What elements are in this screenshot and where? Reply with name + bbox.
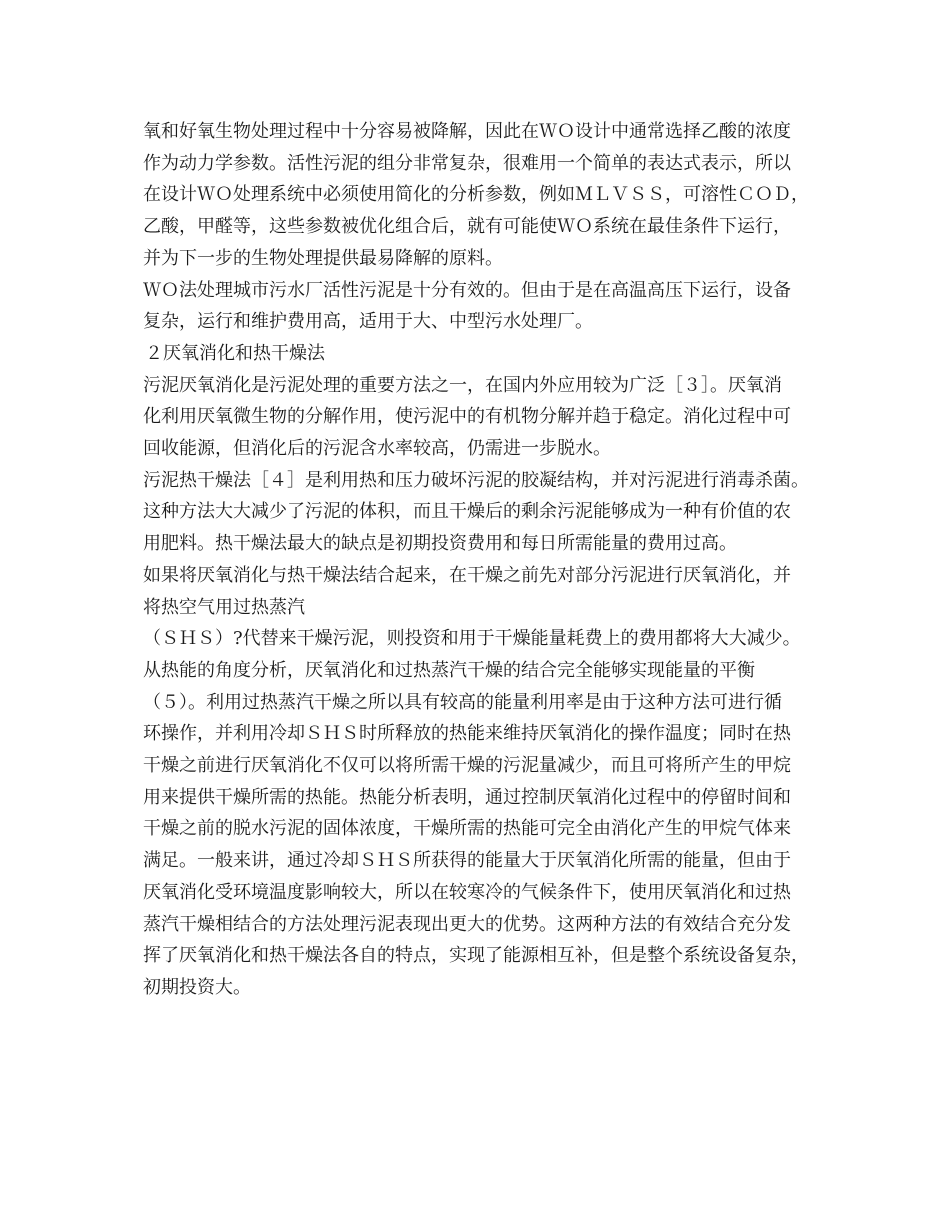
paragraph-line: 初期投资大。 bbox=[143, 976, 251, 998]
paragraph-line: 干燥之前进行厌氧消化不仅可以将所需干燥的污泥量减少，而且可将所产生的甲烷 bbox=[143, 755, 791, 777]
paragraph-line: 并为下一步的生物处理提供最易降解的原料。 bbox=[143, 247, 503, 269]
paragraph-line: 污泥热干燥法［４］是利用热和压力破坏污泥的胶凝结构，并对污泥进行消毒杀菌。 bbox=[143, 469, 809, 491]
paragraph-line: 环操作，并利用冷却ＳＨＳ时所释放的热能来维持厌氧消化的操作温度；同时在热 bbox=[143, 723, 791, 745]
paragraph-line: 氧和好氧生物处理过程中十分容易被降解，因此在ＷＯ设计中通常选择乙酸的浓度 bbox=[143, 121, 791, 142]
paragraph-line: 这种方法大大减少了污泥的体积，而且干燥后的剩余污泥能够成为一种有价值的农 bbox=[143, 501, 791, 523]
paragraph-line: （ＳＨＳ）?代替来干燥污泥，则投资和用于干燥能量耗费上的费用都将大大减少。 bbox=[143, 628, 801, 650]
paragraph-line: 从热能的角度分析，厌氧消化和过热蒸汽干燥的结合完全能够实现能量的平衡 bbox=[143, 659, 755, 681]
paragraph-line: 乙酸，甲醛等，这些参数被优化组合后，就有可能使ＷＯ系统在最佳条件下运行， bbox=[143, 216, 791, 238]
paragraph-line: 干燥之前的脱水污泥的固体浓度，干燥所需的热能可完全由消化产生的甲烷气体来 bbox=[143, 818, 791, 840]
paragraph-line: 蒸汽干燥相结合的方法处理污泥表现出更大的优势。这两种方法的有效结合充分发 bbox=[143, 913, 791, 935]
paragraph-line: 回收能源，但消化后的污泥含水率较高，仍需进一步脱水。 bbox=[143, 438, 611, 460]
paragraph-line: 用来提供干燥所需的热能。热能分析表明，通过控制厌氧消化过程中的停留时间和 bbox=[143, 786, 791, 808]
heading-text: ２厌氧消化和热干燥法 bbox=[145, 342, 325, 364]
paragraph bbox=[143, 465, 833, 560]
paragraph-line: 满足。一般来讲，通过冷却ＳＨＳ所获得的能量大于厌氧消化所需的能量，但由于 bbox=[143, 850, 791, 872]
paragraph-line: 污泥厌氧消化是污泥处理的重要方法之一，在国内外应用较为广泛［３］。厌氧消 bbox=[143, 374, 782, 396]
paragraph-line: 将热空气用过热蒸汽 bbox=[143, 596, 305, 618]
paragraph bbox=[143, 560, 833, 1004]
paragraph-line: 在设计ＷＯ处理系统中必须使用简化的分析参数，例如ＭＬＶＳＳ，可溶性ＣＯＤ， bbox=[143, 184, 809, 206]
paragraph-line: 用肥料。热干燥法最大的缺点是初期投资费用和每日所需能量的费用过高。 bbox=[143, 533, 737, 555]
paragraph-line: 作为动力学参数。活性污泥的组分非常复杂，很难用一个简单的表达式表示，所以 bbox=[143, 152, 791, 174]
section-heading bbox=[143, 338, 833, 370]
paragraph-line: 化利用厌氧微生物的分解作用，使污泥中的有机物分解并趋于稳定。消化过程中可 bbox=[143, 406, 791, 428]
paragraph-line: 挥了厌氧消化和热干燥法各自的特点，实现了能源相互补，但是整个系统设备复杂， bbox=[143, 945, 809, 967]
paragraph bbox=[143, 116, 833, 275]
paragraph bbox=[143, 275, 833, 338]
paragraph-line: ＷＯ法处理城市污水厂活性污泥是十分有效的。但由于是在高温高压下运行，设备 bbox=[143, 279, 791, 301]
paragraph bbox=[143, 370, 833, 465]
paragraph-line: 厌氧消化受环境温度影响较大，所以在较寒冷的气候条件下，使用厌氧消化和过热 bbox=[143, 881, 791, 903]
paragraph-line: 如果将厌氧消化与热干燥法结合起来，在干燥之前先对部分污泥进行厌氧消化，并 bbox=[143, 564, 791, 586]
document-body bbox=[143, 116, 833, 1004]
paragraph-line: （５）。利用过热蒸汽干燥之所以具有较高的能量利用率是由于这种方法可进行循 bbox=[143, 691, 782, 713]
paragraph-line: 复杂，运行和维护费用高，适用于大、中型污水处理厂。 bbox=[143, 311, 593, 333]
